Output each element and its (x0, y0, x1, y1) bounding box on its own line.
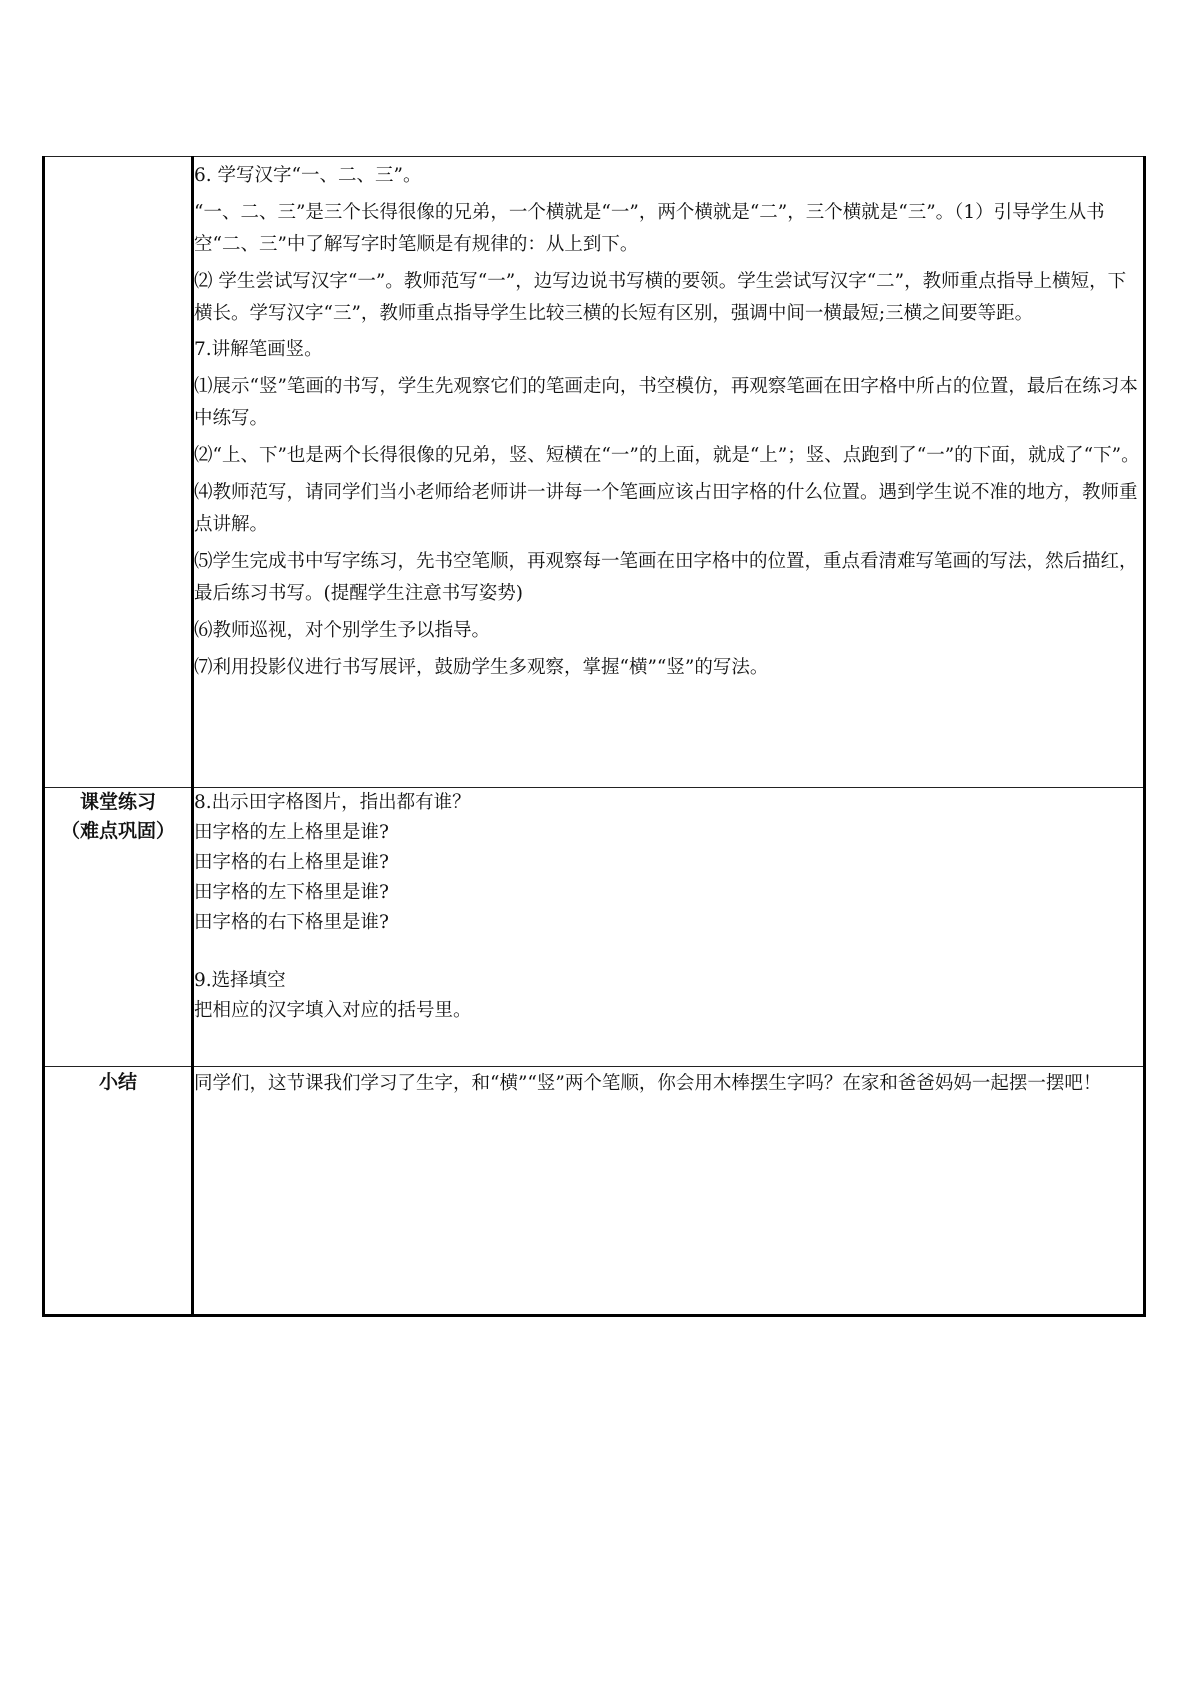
teaching-process-label-cell (44, 157, 193, 788)
question-8-prompt-top-right: 田字格的右上格里是谁? (194, 852, 389, 873)
question-8-prompt-top-left: 田字格的左上格里是谁? (194, 822, 389, 843)
question-9-description: 把相应的汉字填入对应的括号里。 (194, 1000, 472, 1021)
teaching-process-content (193, 157, 1145, 788)
step-7-heading: 7.讲解笔画竖。 (194, 339, 323, 360)
classroom-practice-title: 课堂练习 (79, 791, 156, 813)
spacer (194, 938, 1143, 966)
classroom-practice-content (193, 788, 1145, 1067)
step-7-item-5: ⑸学生完成书中写字练习，先书空笔顺，再观察每一笔画在田字格中的位置，重点看清难写笔画的写法，然后描红，最后练习书写。(提醒学生注意书写姿势) (194, 551, 1138, 604)
lesson-plan-table (42, 156, 1146, 1317)
step-7-item-6: ⑹教师巡视，对个别学生予以指导。 (194, 620, 491, 641)
step-6-paragraph-1: “一、二、三”是三个长得很像的兄弟，一个横就是“一”，两个横就是“二”，三个横就是“三”。（1）引导学生从书空“二、三”中了解写字时笔顺是有规律的：从上到下。 (194, 202, 1105, 255)
question-9-title: 9.选择填空 (194, 970, 286, 991)
step-6-paragraph-2: ⑵ 学生尝试写汉字“一”。教师范写“一”，边写边说书写横的要领。学生尝试写汉字“二”，教师重点指导上横短，下横长。学写汉字“三”，教师重点指导学生比较三横的长短有区别，强调中间一横最短;三横之间要等距。 (194, 271, 1127, 324)
step-7-item-2: ⑵“上、下”也是两个长得很像的兄弟，竖、短横在“一”的上面，就是“上”；竖、点跑到了“一”的下面，就成了“下”。 (194, 445, 1140, 466)
teaching-process-row (44, 157, 1145, 788)
question-8-title: 8.出示田字格图片，指出都有谁？ (194, 792, 471, 813)
classroom-practice-label (44, 788, 193, 1067)
summary-row (44, 1067, 1145, 1316)
step-6-heading: 6. 学写汉字“一、二、三”。 (194, 165, 422, 186)
step-7-item-7: ⑺利用投影仪进行书写展评，鼓励学生多观察，掌握“横”“竖”的写法。 (194, 657, 769, 678)
summary-content (193, 1067, 1145, 1316)
classroom-practice-subtitle: （难点巩固） (60, 820, 175, 842)
classroom-practice-row (44, 788, 1145, 1067)
question-8-prompt-bottom-left: 田字格的左下格里是谁? (194, 882, 389, 903)
question-8-prompt-bottom-right: 田字格的右下格里是谁? (194, 912, 389, 933)
step-7-item-1: ⑴展示“竖”笔画的书写，学生先观察它们的笔画走向，书空模仿，再观察笔画在田字格中所占的位置，最后在练习本中练写。 (194, 376, 1138, 429)
summary-text: 同学们，这节课我们学习了生字，和“横”“竖”两个笔顺，你会用木棒摆生字吗？在家和爸爸妈妈一起摆一摆吧！ (194, 1073, 1102, 1094)
summary-label: 小结 (44, 1067, 193, 1316)
step-7-item-4: ⑷教师范写，请同学们当小老师给老师讲一讲每一个笔画应该占田字格的什么位置。遇到学生说不准的地方，教师重点讲解。 (194, 482, 1138, 535)
